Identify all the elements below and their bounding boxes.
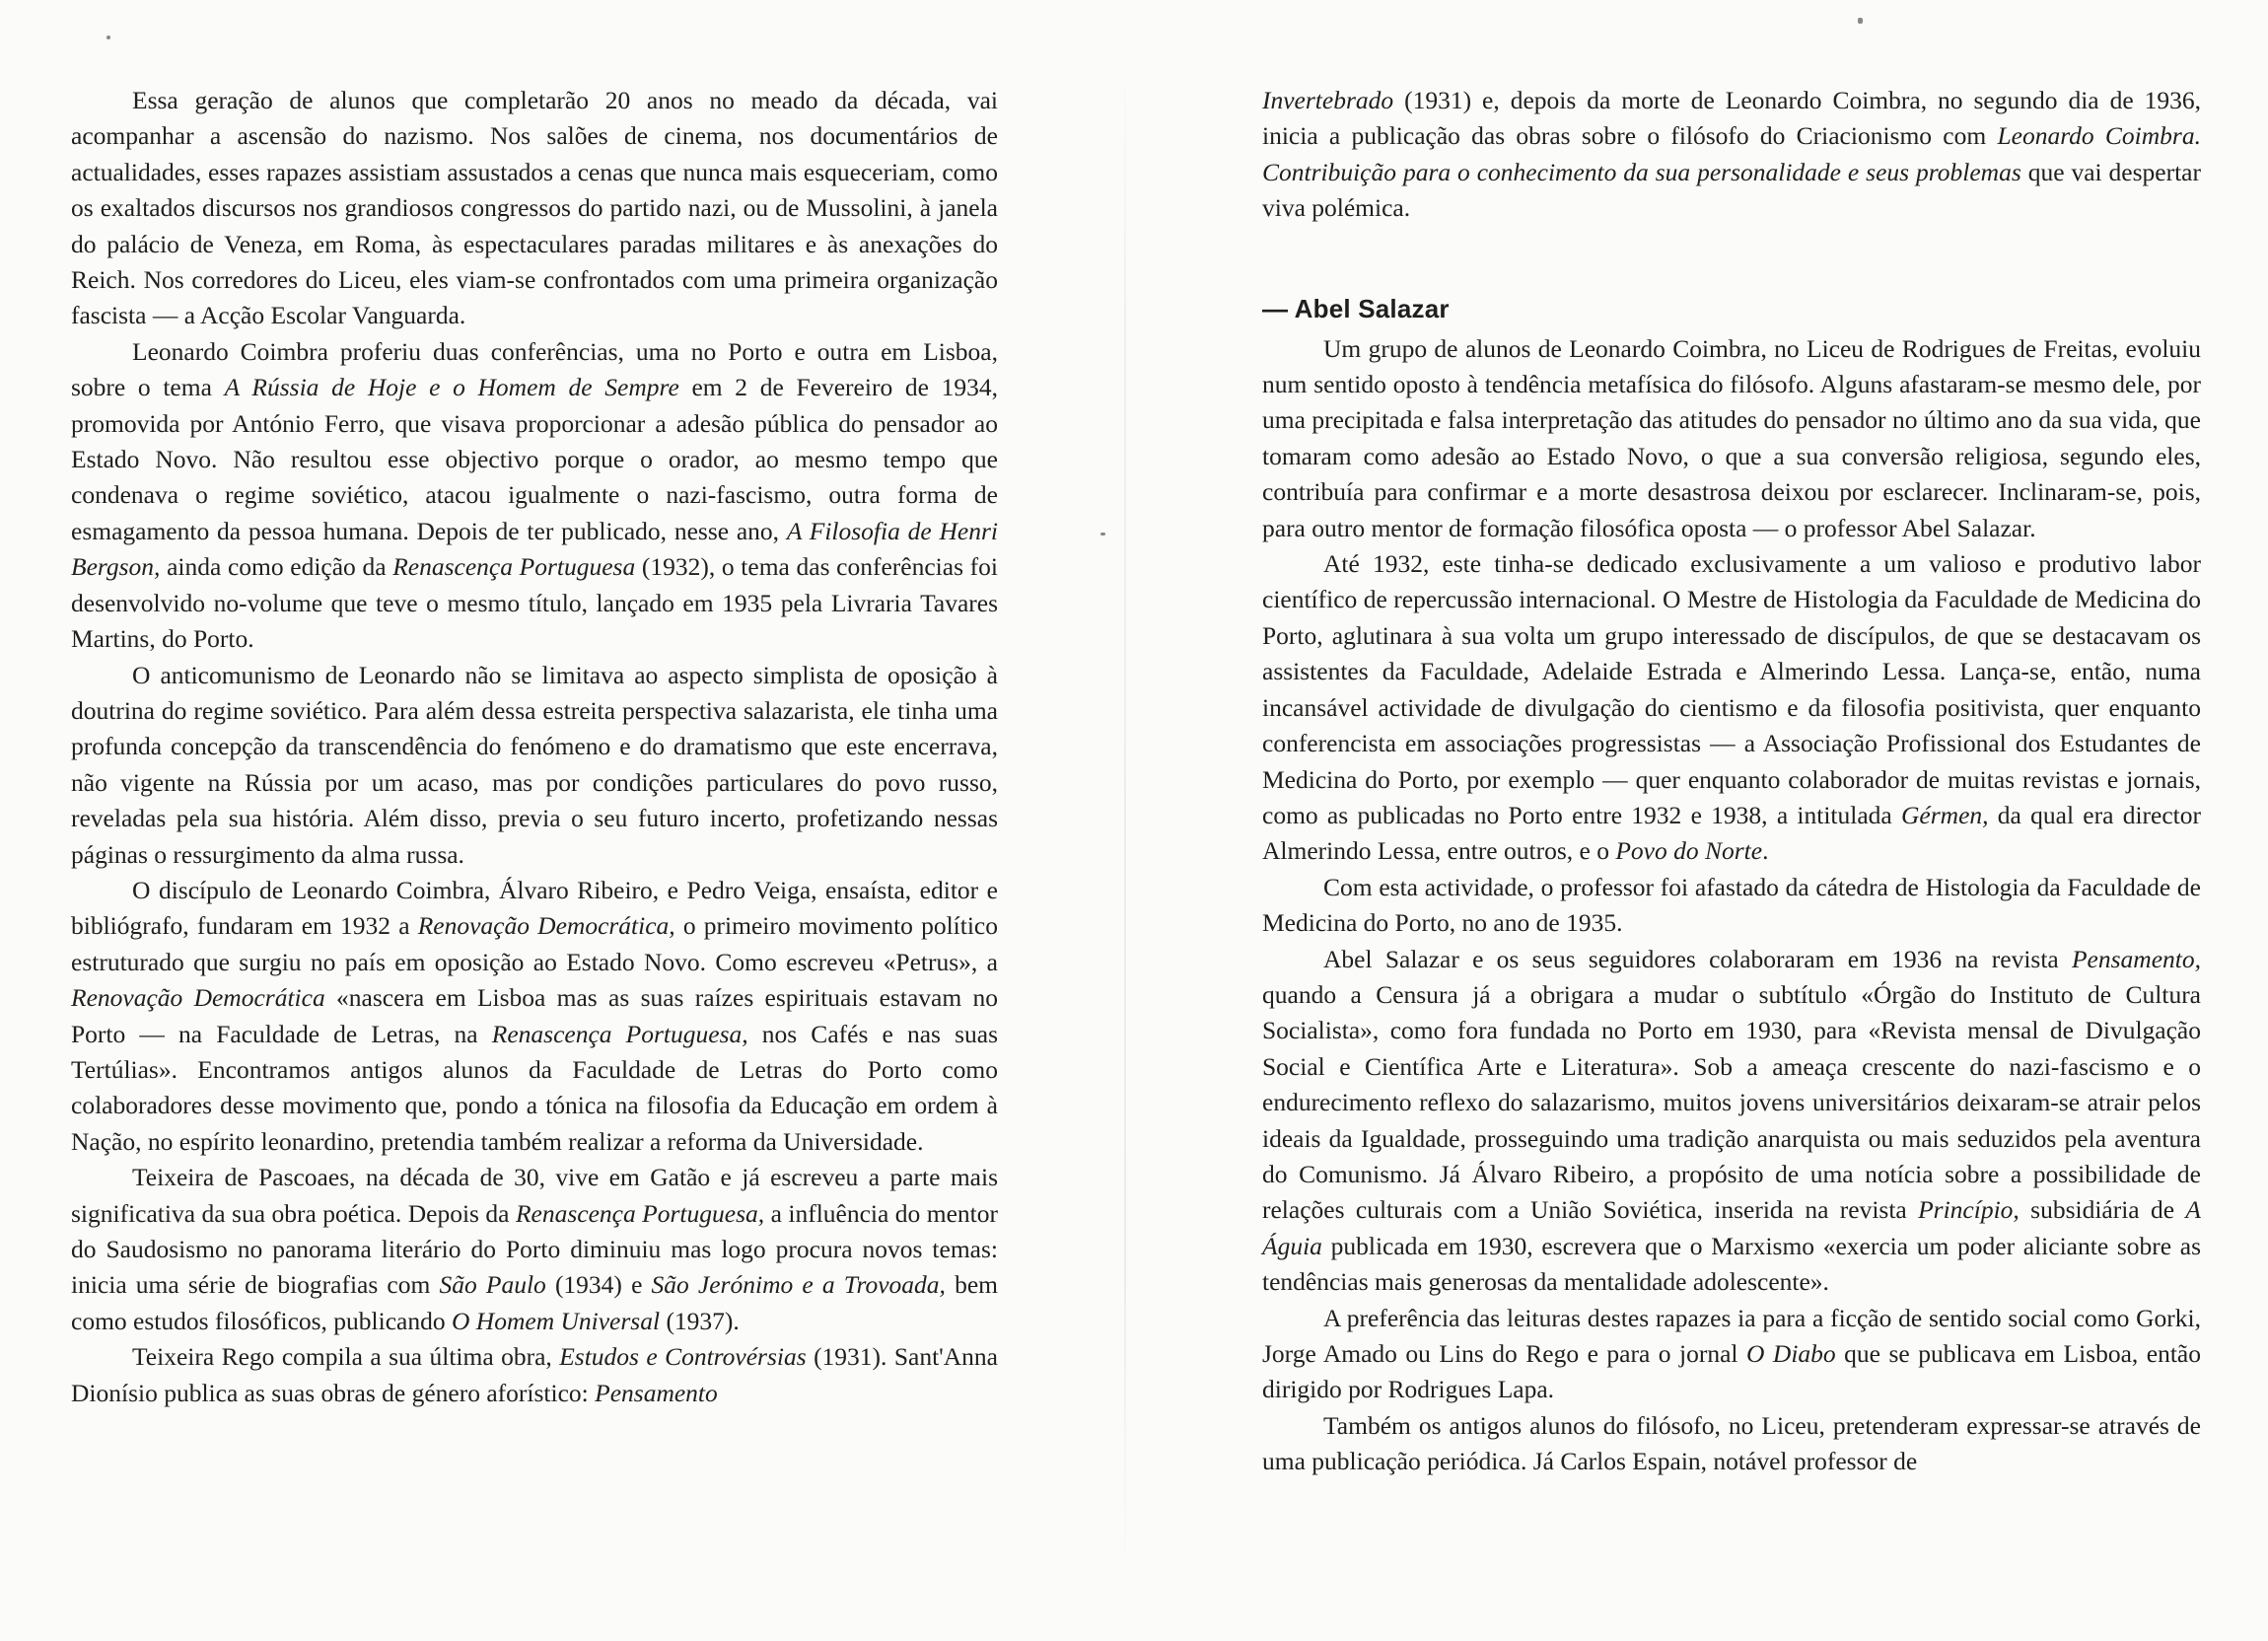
text-run: Leonardo Coimbra proferiu duas conferências, uma no Porto e outra em Lisboa, sobre o tema bbox=[71, 336, 998, 402]
journal-title-italic: Pensamento, bbox=[2071, 944, 2201, 973]
right-paragraph-3 bbox=[1262, 546, 2201, 870]
text-run: publicada em 1930, escrevera que o Marxismo «exercia um poder aliciante sobre as tendências mais generosas da mentalidade adolescente». bbox=[1262, 1231, 2201, 1297]
text-run: Teixeira Rego compila a sua última obra, bbox=[132, 1342, 560, 1372]
book-title-italic: Pensamento bbox=[595, 1378, 718, 1407]
scan-speck bbox=[106, 36, 110, 39]
page-gutter bbox=[1124, 49, 1126, 1588]
journal-title-italic: Gérmen, bbox=[1901, 800, 1989, 829]
text-run: (1934) e bbox=[545, 1270, 652, 1300]
right-paragraph-7: Também os antigos alunos do filósofo, no Liceu, pretenderam expressar-se através de uma publicação periódica. Já Carlos Espain, notável professor de bbox=[1262, 1410, 2201, 1476]
text-run: Até 1932, este tinha-se dedicado exclusivamente a um valioso e produtivo labor científico de repercussão internacional. O Mestre de Histologia da Faculdade de Medicina do Porto, aglutinara à sua volta um grupo interessado de discípulos, de que se destacavam os assistentes da Faculdade, Adelaide Estrada e Almerindo Lessa. Lança-se, então, numa incansável actividade de divulgação do cientismo e da filosofia positivista, quer enquanto conferencista em associações progressistas — a Associação Profissional dos Estudantes de Medicina do Porto, por exemplo — quer enquanto colaborador de muitas revistas e jornais, como as publicadas no Porto entre 1932 e 1938, a intitulada bbox=[1262, 549, 2201, 829]
text-run: ainda como edição da bbox=[160, 552, 393, 582]
text-run: o primeiro movimento político estruturado que surgiu no país em oposição ao Estado Novo. Como escreveu «Petrus», a bbox=[71, 911, 998, 976]
left-paragraph-5 bbox=[71, 1160, 998, 1339]
book-title-italic: A Filosofia de Henri Bergson, bbox=[71, 516, 998, 582]
text-run: bem como estudos filosóficos, publicando bbox=[71, 1270, 998, 1335]
left-paragraph-2 bbox=[71, 334, 998, 658]
text-run: que se publicava em Lisboa, então dirigido por Rodrigues Lapa. bbox=[1262, 1339, 2201, 1404]
scan-speck bbox=[1858, 18, 1863, 24]
right-paragraph-5 bbox=[1262, 942, 2201, 1301]
book-title-italic: Leonardo Coimbra. Contribuição para o conhecimento da sua personalidade e seus problemas bbox=[1262, 121, 2201, 186]
book-title-italic: O Homem Universal bbox=[452, 1306, 661, 1335]
text-run: Teixeira de Pascoaes, na década de 30, vive em Gatão e já escreveu a parte mais significativa da sua obra poética. Depois da bbox=[71, 1163, 998, 1228]
book-title-italic: A Rússia de Hoje e o Homem de Sempre bbox=[224, 373, 679, 402]
left-page bbox=[71, 83, 998, 1411]
left-paragraph-3: O anticomunismo de Leonardo não se limitava ao aspecto simplista de oposição à doutrina do regime soviético. Para além dessa estreita perspectiva salazarista, ele tinha uma profunda concepção da transcendência do fenómeno e do dramatismo que este encerrava, não vigente na Rússia por um acaso, mas por condições particulares do povo russo, reveladas pela sua história. Além disso, previa o seu futuro incerto, profetizando nessas páginas o ressurgimento da alma russa. bbox=[71, 660, 998, 869]
publisher-italic: Renascença Portuguesa, bbox=[491, 1019, 748, 1048]
right-paragraph-2: Um grupo de alunos de Leonardo Coimbra, no Liceu de Rodrigues de Freitas, evoluiu num sentido oposto à tendência metafísica do filósofo. Alguns afastaram-se mesmo dele, por uma precipitada e falsa interpretação das atitudes do pensador no último ano da sua vida, que tomaram como adesão ao Estado Novo, o que a sua conversão religiosa, segundo eles, contribuía para confirmar e a morte desastrosa deixou por esclarecer. Inclinaram-se, pois, para outro mentor de formação filosófica oposta — o professor Abel Salazar. bbox=[1262, 333, 2201, 542]
right-paragraph-4: Com esta actividade, o professor foi afastado da cátedra de Histologia da Faculdade de Medicina do Porto, no ano de 1935. bbox=[1262, 872, 2201, 938]
text-run: a influência do mentor do Saudosismo no panorama literário do Porto diminuiu mas logo procura novos temas: inicia uma série de biografias com bbox=[71, 1198, 998, 1300]
text-run: O discípulo de Leonardo Coimbra, Álvaro Ribeiro, e Pedro Veiga, ensaísta, editor e bibliógrafo, fundaram em 1932 a bbox=[71, 875, 998, 941]
book-title-italic: São Jerónimo e a Trovoada, bbox=[651, 1270, 946, 1300]
book-title-italic: São Paulo bbox=[439, 1270, 546, 1300]
text-run: . bbox=[1762, 836, 1769, 866]
publisher-italic: Renascença Portuguesa bbox=[392, 552, 636, 582]
right-page bbox=[1262, 83, 2201, 1480]
text-run: (1931) e, depois da morte de Leonardo Coimbra, no segundo dia de 1936, inicia a publicação das obras sobre o filósofo do Criacionismo com bbox=[1262, 86, 2201, 151]
text-run: (1932), o tema das conferências foi desenvolvido no-volume que teve o mesmo título, lançado em 1935 pela Livraria Tavares Martins, do Porto. bbox=[71, 552, 998, 654]
text-run: (1937). bbox=[660, 1306, 740, 1335]
movement-name-italic: Renovação Democrática, bbox=[417, 911, 675, 941]
text-run: «nascera em Lisboa mas as suas raízes espirituais estavam no Porto — na Faculdade de Letras, na bbox=[71, 983, 998, 1048]
text-run: Abel Salazar e os seus seguidores colaboraram em 1936 na revista bbox=[1323, 944, 2072, 973]
text-run: subsidiária de bbox=[2019, 1195, 2186, 1225]
text-run: em 2 de Fevereiro de 1934, promovida por António Ferro, que visava proporcionar a adesão pública do pensador ao Estado Novo. Não resultou esse objectivo porque o orador, ao mesmo tempo que condenava o regime soviético, atacou igualmente o nazi-fascismo, outra forma de esmagamento da pessoa humana. Depois de ter publicado, nesse ano, bbox=[71, 373, 999, 545]
journal-title-italic: A Águia bbox=[1262, 1195, 2201, 1260]
text-run: nos Cafés e nas suas Tertúlias». Encontramos antigos alunos da Faculdade de Letras do Porto como colaboradores desse movimento que, pondo a tónica na filosofia da Educação em ordem à Nação, no espírito leonardino, pretendia também realizar a reforma da Universidade. bbox=[71, 1019, 998, 1156]
left-paragraph-1: Essa geração de alunos que completarão 20 anos no meado da década, vai acompanhar a ascensão do nazismo. Nos salões de cinema, nos documentários de actualidades, esses rapazes assistiam assustados a cenas que nunca mais esqueceriam, como os exaltados discursos nos grandiosos congressos do partido nazi, ou de Mussolini, à janela do palácio de Veneza, em Roma, às espectaculares paradas militares e às anexações do Reich. Nos corredores do Liceu, eles viam-se confrontados com uma primeira organização fascista — a Acção Escolar Vanguarda. bbox=[71, 86, 998, 330]
journal-title-italic: Princípio, bbox=[1918, 1195, 2020, 1225]
text-run: (1931). Sant'Anna Dionísio publica as suas obras de género aforístico: bbox=[71, 1342, 999, 1407]
section-heading: — Abel Salazar bbox=[1262, 293, 1450, 323]
text-run: quando a Censura já a obrigara a mudar o subtítulo «Órgão do Instituto de Cultura Socialista», como fora fundada no Porto em 1930, para «Revista mensal de Divulgação Social e Científica Arte e Literatura». Sob a ameaça crescente do nazi-fascismo e o endurecimento reflexo do salazarismo, muitos jovens universitários deixaram-se atrair pelos ideais da Igualdade, prosseguindo uma tradição anarquista ou mais seduzidos pela aventura do Comunismo. Já Álvaro Ribeiro, a propósito de uma notícia sobre a possibilidade de relações culturais com a União Soviética, inserida na revista bbox=[1262, 979, 2201, 1225]
text-run: A preferência das leituras destes rapazes ia para a ficção de sentido social como Gorki, Jorge Amado ou Lins do Rego e para o jornal bbox=[1262, 1303, 2201, 1368]
book-title-italic: Estudos e Controvérsias bbox=[559, 1342, 807, 1372]
left-paragraph-6 bbox=[71, 1339, 998, 1411]
right-paragraph-6 bbox=[1262, 1301, 2201, 1408]
text-run: da qual era director Almerindo Lessa, entre outros, e o bbox=[1262, 800, 2201, 866]
journal-title-italic: Povo do Norte bbox=[1615, 836, 1763, 866]
left-paragraph-4 bbox=[71, 873, 998, 1160]
publisher-italic: Renascença Portuguesa, bbox=[515, 1198, 765, 1228]
right-paragraph-1 bbox=[1262, 83, 2201, 227]
text-run: que vai despertar viva polémica. bbox=[1262, 157, 2201, 223]
scan-speck bbox=[1100, 533, 1105, 535]
journal-title-italic: O Diabo bbox=[1746, 1339, 1836, 1368]
book-title-italic: Invertebrado bbox=[1262, 86, 1394, 114]
movement-name-italic: Renovação Democrática bbox=[71, 983, 325, 1013]
